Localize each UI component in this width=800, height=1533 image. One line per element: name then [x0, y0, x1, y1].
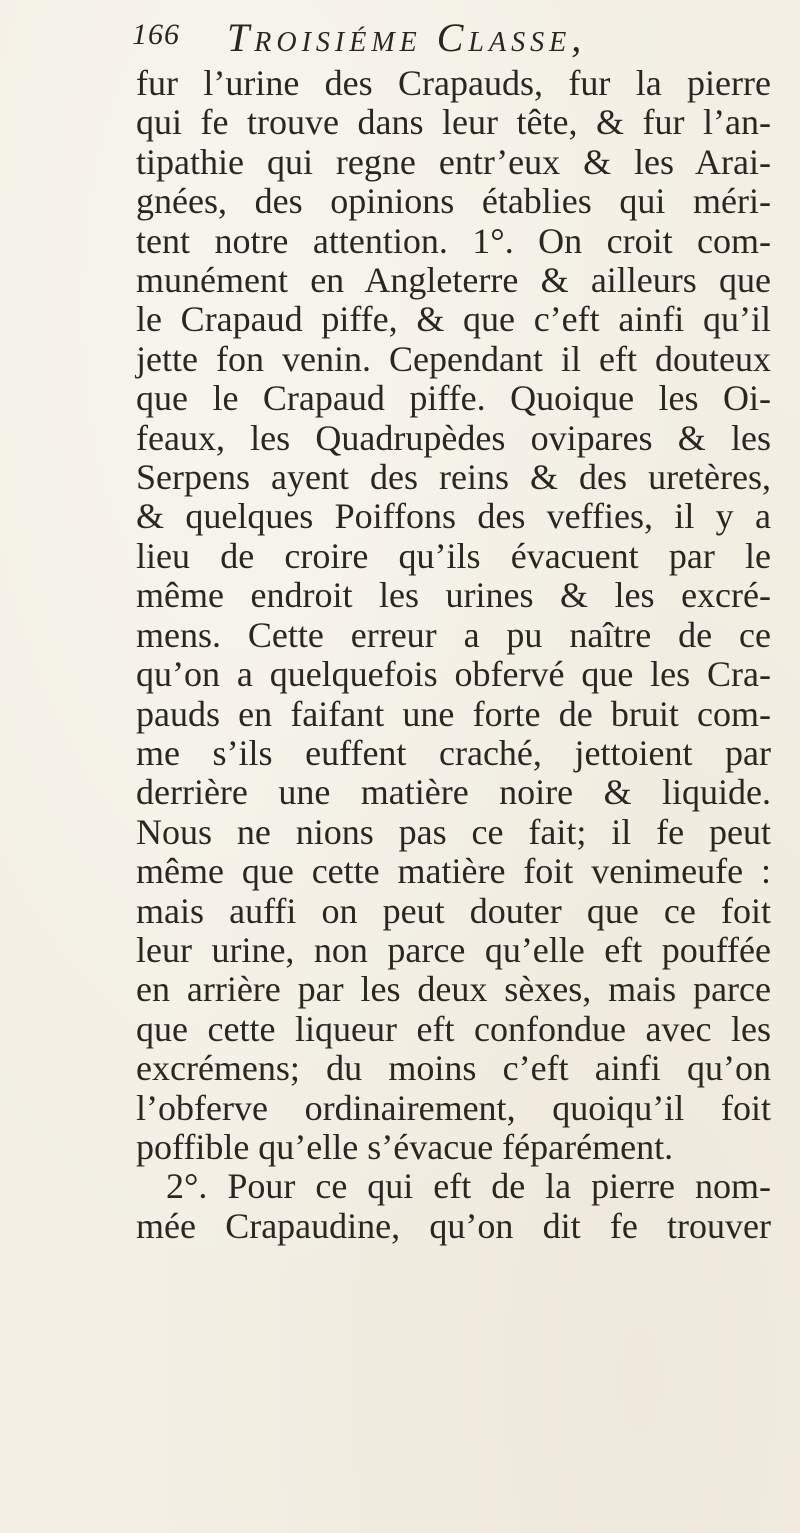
- text-line: que cette liqueur eft confondue avec les: [136, 1008, 771, 1049]
- text-line: excrémens; du moins c’eft ainfi qu’on: [136, 1048, 771, 1089]
- text-line: me s’ils euffent craché, jettoient par: [136, 732, 771, 773]
- text-line: mens. Cette erreur a pu naître de ce: [136, 614, 771, 655]
- text-line: poffible qu’elle s’évacue féparément.: [136, 1126, 674, 1167]
- text-line: & quelques Poiffons des veffies, il y a: [136, 496, 771, 537]
- page-number: 166: [132, 18, 180, 51]
- text-line: qu’on a quelquefois obfervé que les Cra-: [136, 654, 771, 695]
- body-text: [136, 64, 771, 1246]
- text-line: fur l’urine des Crapauds, fur la pierre: [136, 63, 771, 103]
- running-head: Troisiéme Classe,: [227, 15, 587, 60]
- text-line: leur urine, non parce qu’elle eft pouffée: [136, 929, 771, 970]
- text-line: qui fe trouve dans leur tête, & fur l’an-: [136, 102, 771, 143]
- text-line: pauds en faifant une forte de bruit com-: [136, 693, 771, 734]
- text-line: 2°. Pour ce qui eft de la pierre nom-: [166, 1166, 771, 1207]
- text-line: Serpens ayent des reins & des uretères,: [136, 457, 771, 498]
- text-line: le Crapaud piffe, & que c’eft ainfi qu’il: [136, 299, 771, 340]
- page-header: [132, 14, 772, 68]
- text-line: même endroit les urines & les excré-: [136, 575, 771, 616]
- text-line: feaux, les Quadrupèdes ovipares & les: [136, 417, 771, 458]
- text-line: jette fon venin. Cependant il eft douteux: [136, 338, 771, 379]
- text-line: munément en Angleterre & ailleurs que: [136, 260, 771, 301]
- text-line: que le Crapaud piffe. Quoique les Oi-: [136, 378, 771, 419]
- text-line: gnées, des opinions établies qui méri-: [136, 181, 771, 222]
- text-line: lieu de croire qu’ils évacuent par le: [136, 535, 771, 576]
- text-line: même que cette matière foit venimeufe :: [136, 851, 771, 892]
- text-line: Nous ne nions pas ce fait; il fe peut: [136, 811, 771, 852]
- text-line: l’obferve ordinairement, quoiqu’il foit: [136, 1087, 771, 1128]
- text-line: derrière une matière noire & liquide.: [136, 772, 771, 813]
- text-line: en arrière par les deux sèxes, mais parce: [136, 969, 771, 1010]
- text-line: mais auffi on peut douter que ce foit: [136, 890, 771, 931]
- text-line: mée Crapaudine, qu’on dit fe trouver: [136, 1205, 771, 1246]
- text-line: tipathie qui regne entr’eux & les Arai-: [136, 141, 771, 182]
- text-line: tent notre attention. 1°. On croit com-: [136, 220, 771, 261]
